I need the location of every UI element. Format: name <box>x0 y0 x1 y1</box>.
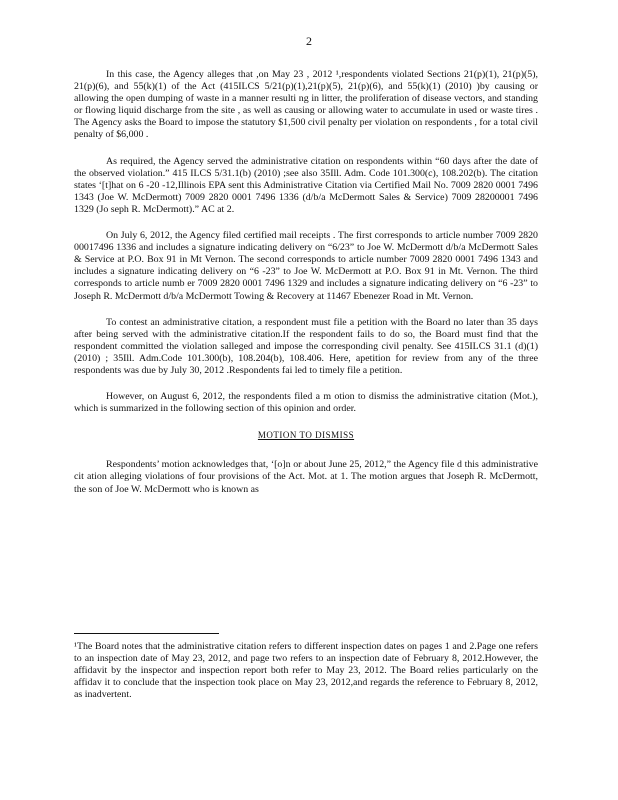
paragraph-contest: To contest an administrative citation, a respondent must file a petition with the Board no later than 35 days after being served with the administrative citation.If the respondent fails to do so, the Board must find that the respondent committed the violation salleged and impose the corresponding civil penalty. See 415ILCS 31.1 (d)(1) (2010) ; 35Ill. Adm.Code 101.300(b), 108.204(b), 108.406. Here, apetition for review from any of the three respondents was due by July 30, 2012 .Respondents fai led to timely file a petition. <box>74 316 538 376</box>
paragraph-receipts: On July 6, 2012, the Agency filed certified mail receipts . The first corresponds to article number 7009 2820 00017496 1336 and includes a signature indicating delivery on “6/23” to Joe W. McDermott d/b/a McDermott Sales & Service at P.O. Box 91 in Mt Vernon. The second corresponds to article number 7009 2820 0001 7496 1343 and includes a signature indicating delivery on “6 -23” to Joe W. McDermott at P.O. Box 91 in Mt. Vernon. The third corresponds to article numb er 7009 2820 0001 7496 1329 and includes a signature indicating delivery on “6 -23” to Joseph R. McDermott d/b/a McDermott Towing & Recovery at 11467 Ebenezer Road in Mt. Vernon. <box>74 230 538 302</box>
paragraph-motion-summary: Respondents’ motion acknowledges that, ‘[o]n or about June 25, 2012,” the Agency file d this administrative cit ation alleging violations of four provisions of the Act. Mot. at 1. The motion argues that Joseph R. McDermott, the son of Joe W. McDermott who is known as <box>74 459 538 495</box>
body-text <box>74 69 538 510</box>
section-heading: MOTION TO DISMISS <box>257 430 355 441</box>
paragraph-motion-filed: However, on August 6, 2012, the respondents filed a m otion to dismiss the administrative citation (Mot.), which is summarized in the following section of this opinion and order. <box>74 391 538 415</box>
footnote-divider <box>74 633 219 634</box>
page-number: 2 <box>306 34 312 48</box>
footnote: ¹The Board notes that the administrative citation refers to different inspection dates on pages 1 and 2.Page one refers to an inspection date of May 23, 2012, and page two refers to an inspection date of February 8, 2012.However, the affidavit by the inspector and inspection report both refer to May 23, 2012. The Board relies particularly on the affidav it to conclude that the inspection took place on May 23, 2012,and regards the reference to February 8, 2012, as inadvertent. <box>74 641 538 701</box>
paragraph-service: As required, the Agency served the administrative citation on respondents within “60 days after the date of the observed violation.” 415 ILCS 5/31.1(b) (2010) ;see also 35Ill. Adm. Code 101.300(c), 108.202(b). The citation states ‘[t]hat on 6 -20 -12,Illinois EPA sent this Administrative Citation via Certified Mail No. 7009 2820 0001 7496 1343 (Joe W. McDermott) 7009 2820 0001 7496 1336 (d/b/a McDermott Sales & Service) 7009 28200001 7496 1329 (Jo seph R. McDermott).” AC at 2. <box>74 155 538 215</box>
paragraph-allegations: In this case, the Agency alleges that ,on May 23 , 2012 ¹,respondents violated Sections 21(p)(1), 21(p)(5), 21(p)(6), and 55(k)(1) of the Act (415ILCS 5/21(p)(1),21(p)(5), 21(p)(6), and 55(k)(1) (2010) )by causing or allowing the open dumping of waste in a manner resulti ng in litter, the proliferation of disease vectors, and standing or flowing liquid discharge from the site , as well as causing or allowing water to accumulate in used or waste tires . The Agency asks the Board to impose the statutory $1,500 civil penalty per violation on respondents , for a total civil penalty of $6,000 . <box>74 69 538 141</box>
